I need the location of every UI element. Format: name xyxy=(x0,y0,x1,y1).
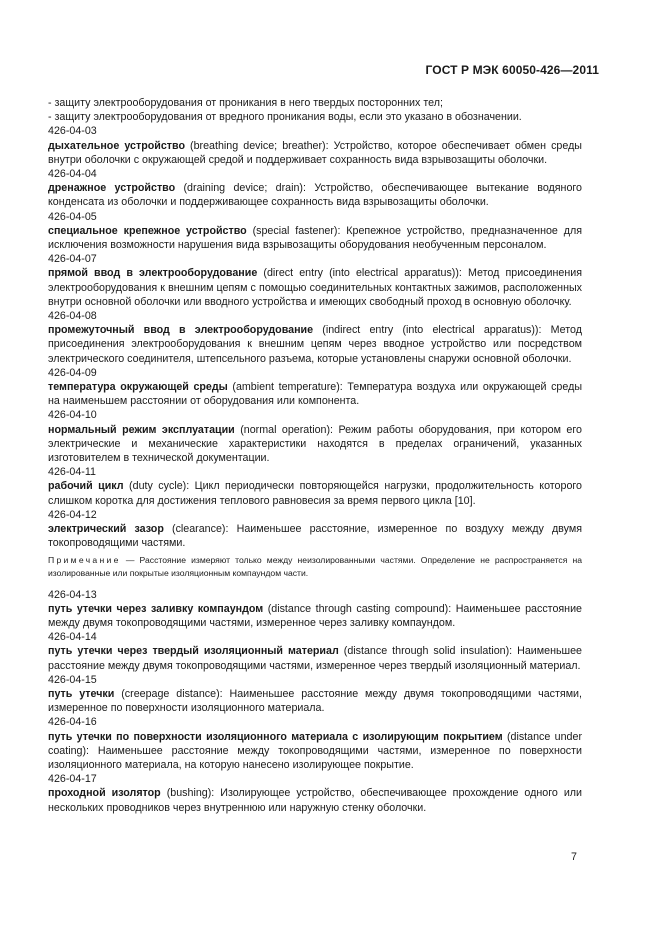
entry-code: 426-04-04 xyxy=(48,168,97,181)
entry-code: 426-04-08 xyxy=(48,310,97,323)
entry-definition xyxy=(48,266,582,309)
entry-definition xyxy=(48,323,582,366)
entry-term: проходной изолятор xyxy=(48,787,161,800)
entry-term: дренажное устройство xyxy=(48,182,176,195)
entry-note xyxy=(48,554,582,580)
entry-text: (draining device; drain): Устройство, обеспечивающее вытекание водяного конденсата из оболочки и поддерживающее сохранность вида взрывозащиты оболочки. xyxy=(48,182,582,209)
entry-text: (ambient temperature): Температура воздуха или окружающей среды на наименьшем расстоянии от оборудования или компонента. xyxy=(48,381,583,408)
entry-code: 426-04-12 xyxy=(48,508,97,521)
entry-term: нормальный режим эксплуатации xyxy=(48,423,235,436)
entry-definition xyxy=(48,224,582,252)
entry-text: (normal operation): Режим работы оборудования, при котором его электрические и механические характеристики находятся в пределах ограничений, указанных изготовителем в технической документации. xyxy=(48,423,582,465)
entry-code: 426-04-11 xyxy=(48,466,96,479)
entry-text: (creepage distance): Наименьшее расстояние между двумя токопроводящими частями, измеренное по поверхности изоляционного материала. xyxy=(48,687,582,715)
entry-term: специальное крепежное устройство xyxy=(48,224,247,237)
document-header: ГОСТ Р МЭК 60050-426—2011 xyxy=(425,63,599,77)
entry-term: рабочий цикл xyxy=(48,480,124,493)
entry-text: (direct entry (into electrical apparatus)): Метод присоединения электрооборудования к внешним цепям с помощью соединительных контактных зажимов, расположенных внутри основной оболочки или вводного устройства и имеющих свободный проход в основную оболочку. xyxy=(48,267,582,308)
entry-code: 426-04-09 xyxy=(48,366,97,379)
entry-text: (clearance): Наименьшее расстояние, измеренное по воздуху между двумя токопроводящими частями. xyxy=(48,523,582,550)
entry-text: (duty cycle): Цикл периодически повторяющейся нагрузки, продолжительность которого слишком коротка для достижения теплового равновесия за время первого цикла [10]. xyxy=(48,480,582,507)
entry-text: (indirect entry (into electrical apparatus)): Метод присоединения электрооборудования к внешним цепям через вводное устройство или посредством электрического соединителя, штепсельного разъема, которые установлены снаружи основной оболочки. xyxy=(48,324,582,365)
entry-code: 426-04-15 xyxy=(48,673,97,686)
entry-text: (special fastener): Крепежное устройство, предназначенное для исключения возможности нарушения вида взрывозащиты оборудования необученным персоналом. xyxy=(48,224,583,252)
entry-definition xyxy=(48,786,582,814)
entry-term: дыхательное устройство xyxy=(48,139,185,152)
entry-definition xyxy=(48,602,582,630)
entry-code: 426-04-16 xyxy=(48,716,97,729)
entry-definition xyxy=(48,687,582,715)
entry-code: 426-04-05 xyxy=(48,210,97,223)
entry-code: 426-04-14 xyxy=(48,631,97,644)
entry-definition xyxy=(48,423,582,466)
entry-term: температура окружающей среды xyxy=(48,381,228,394)
entry-code: 426-04-10 xyxy=(48,409,97,422)
entry-code: 426-04-03 xyxy=(48,125,97,138)
page-content xyxy=(48,96,582,815)
entry-text: (distance through casting compound): Наименьшее расстояние между двумя токопроводящими частями, измеренное через заливку компаундом. xyxy=(48,602,582,629)
entry-code: 426-04-07 xyxy=(48,253,97,266)
note-label: Примечание xyxy=(48,554,121,565)
entry-term: путь утечки через твердый изоляционный материал xyxy=(48,645,339,658)
entry-code: 426-04-13 xyxy=(48,588,97,601)
entry-term: прямой ввод в электрооборудование xyxy=(48,267,258,280)
intro-line: - защиту электрооборудования от проникания в него твердых посторонних тел; xyxy=(48,97,443,109)
entry-definition xyxy=(48,139,582,167)
intro-line: - защиту электрооборудования от вредного проникания воды, если это указано в обозначении. xyxy=(48,111,522,124)
entry-definition xyxy=(48,730,582,773)
entry-definition xyxy=(48,380,582,408)
entry-definition xyxy=(48,522,582,550)
note-text: — Расстояние измеряют только между неизолированными частями. Определение не распространяется на изолированные или покрытые изоляционным компаундом части. xyxy=(48,554,582,578)
entry-text: (breathing device; breather): Устройство, которое обеспечивает обмен среды внутри оболочки с окружающей средой и поддерживает сохранность вида взрывозащиты оболочки. xyxy=(48,139,582,166)
entry-text: (bushing): Изолирующее устройство, обеспечивающее прохождение одного или нескольких проводников через внутреннюю или наружную стенку оболочки. xyxy=(48,787,582,814)
entry-term: путь утечки по поверхности изоляционного материала с изолирующим покрытием xyxy=(48,730,503,743)
entry-definition xyxy=(48,479,582,507)
entry-text: (distance under coating): Наименьшее расстояние между токопроводящими частями, измеренное по поверхности изоляционного материала, на которую нанесено изолирующее покрытие. xyxy=(48,730,582,771)
entry-definition xyxy=(48,181,582,209)
entry-definition xyxy=(48,644,582,672)
entry-text: (distance through solid insulation): Наименьшее расстояние между двумя токопроводящими частями, измеренное через твердый изоляционный материал. xyxy=(48,645,582,672)
entry-term: путь утечки через заливку компаундом xyxy=(48,602,264,615)
entry-term: промежуточный ввод в электрооборудование xyxy=(48,324,314,337)
entry-code: 426-04-17 xyxy=(48,773,97,786)
entry-term: путь утечки xyxy=(48,687,115,700)
page-number: 7 xyxy=(571,851,577,863)
entry-term: электрический зазор xyxy=(48,523,164,536)
